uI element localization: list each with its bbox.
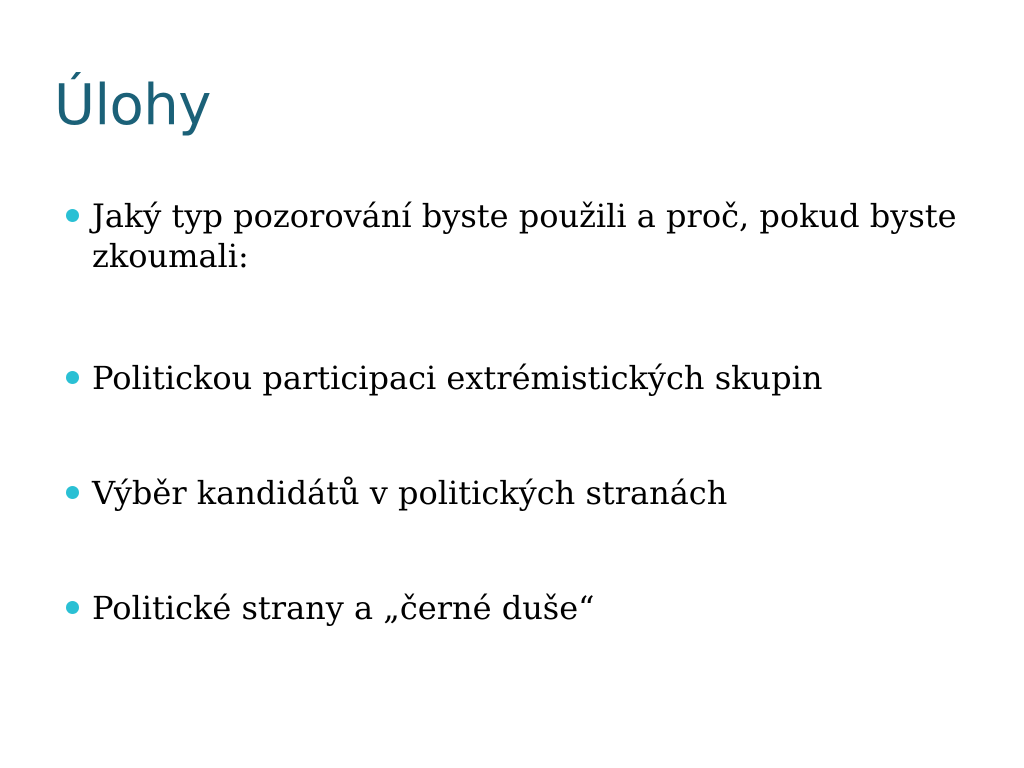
bullet-text: Výběr kandidátů v politických stranách xyxy=(92,474,728,512)
slide-title: Úlohy xyxy=(54,73,211,138)
bullet-item xyxy=(64,473,964,513)
bullet-item xyxy=(64,358,964,398)
bullet-list xyxy=(64,196,964,628)
bullet-text: Politickou participaci extrémistických skupin xyxy=(92,359,823,397)
bullet-item xyxy=(64,588,964,628)
bullet-dot-icon xyxy=(66,209,79,222)
bullet-dot-icon xyxy=(66,601,79,614)
bullet-text: Jaký typ pozorování byste použili a proč, pokud byste zkoumali: xyxy=(92,197,957,275)
bullet-text: Politické strany a „černé duše“ xyxy=(92,589,595,627)
bullet-dot-icon xyxy=(66,486,79,499)
bullet-item xyxy=(64,196,964,276)
bullet-dot-icon xyxy=(66,371,79,384)
